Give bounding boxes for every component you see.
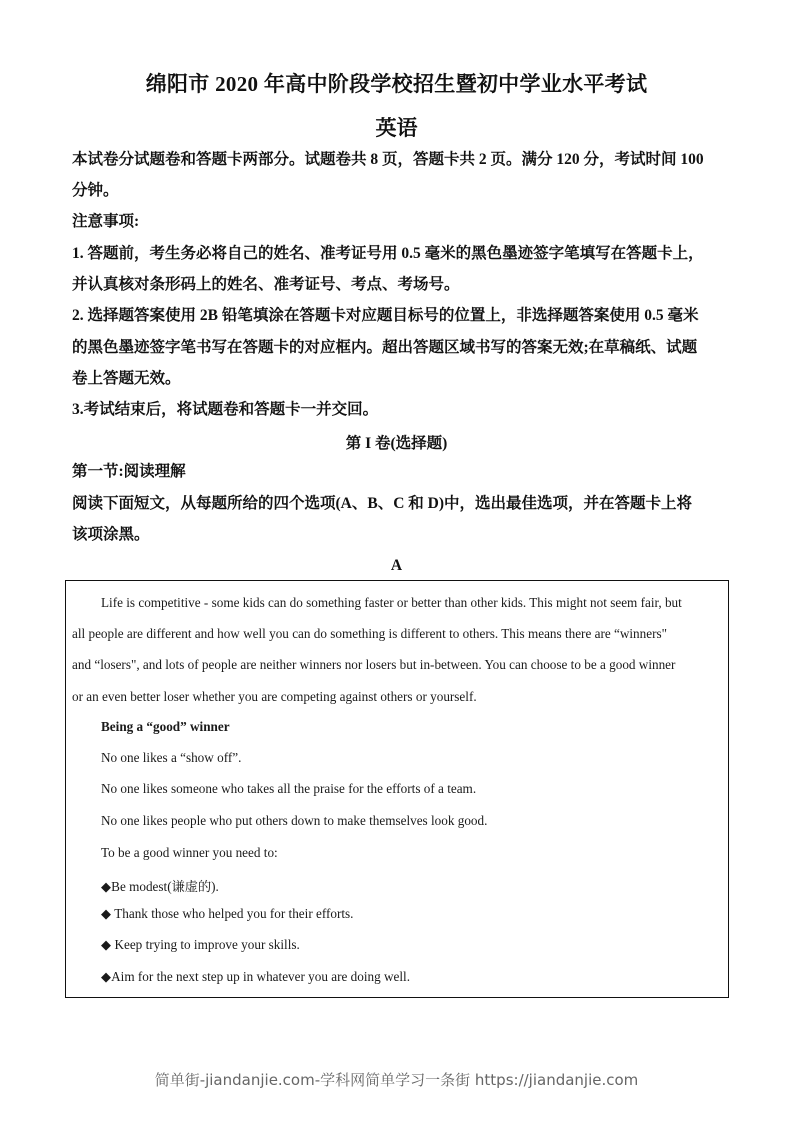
bullet-item-2 xyxy=(101,906,353,922)
diamond-bullet-icon: ◆ xyxy=(101,969,112,984)
statement-1: No one likes a “show off”. xyxy=(101,750,242,765)
part-1-title: 第 I 卷(选择题) xyxy=(345,435,448,452)
passage-line-4: or an even better loser whether you are competing against others or yourself. xyxy=(72,689,477,704)
directions-line-1: 阅读下面短文，从每题所给的四个选项(A、B、C 和 D)中，选出最佳选项，并在答题卡上将 xyxy=(72,495,692,512)
notice-item-2-line-3: 卷上答题无效。 xyxy=(72,370,181,387)
passage-subheading: Being a “good” winner xyxy=(101,719,230,734)
directions-line-2: 该项涂黑。 xyxy=(72,526,150,543)
bullet-text: Thank those who helped you for their efforts. xyxy=(111,906,354,921)
diamond-bullet-icon: ◆ xyxy=(101,937,112,952)
notice-item-2-line-2: 的黑色墨迹签字笔书写在答题卡的对应框内。超出答题区域书写的答案无效;在草稿纸、试题 xyxy=(72,339,698,356)
footer-watermark: 简单街-jiandanjie.com-学科网简单学习一条街 https://jiandanjie.com xyxy=(154,1071,639,1089)
intro-line-1: 本试卷分试题卷和答题卡两部分。试题卷共 8 页，答题卡共 2 页。满分 120 分，考试时间 100 xyxy=(72,151,704,168)
section-title: 第一节:阅读理解 xyxy=(72,463,186,480)
exam-title: 绵阳市 2020 年高中阶段学校招生暨初中学业水平考试 xyxy=(145,72,648,96)
notice-item-1-line-2: 并认真核对条形码上的姓名、准考证号、考点、考场号。 xyxy=(72,276,460,293)
statement-4: To be a good winner you need to: xyxy=(101,845,278,860)
notice-item-2-line-1: 2. 选择题答案使用 2B 铅笔填涂在答题卡对应题目标号的位置上，非选择题答案使用 0.5 毫米 xyxy=(72,307,699,324)
passage-line-2: all people are different and how well you can do something is different to others. This means there are “winners" xyxy=(72,626,667,641)
notice-item-1-line-1: 1. 答题前，考生务必将自己的姓名、准考证号用 0.5 毫米的黑色墨迹签字笔填写在答题卡上， xyxy=(72,245,704,262)
bullet-text: Aim for the next step up in whatever you are doing well. xyxy=(111,969,410,984)
diamond-bullet-icon: ◆ xyxy=(101,906,112,921)
notice-item-3-line-1: 3.考试结束后，将试题卷和答题卡一并交回。 xyxy=(72,401,379,418)
passage-line-3: and “losers", and lots of people are neither winners nor losers but in-between. You can choose to be a good winner xyxy=(72,657,676,672)
bullet-item-3 xyxy=(101,937,300,953)
subject-title: 英语 xyxy=(375,116,418,140)
passage-line-1: Life is competitive - some kids can do something faster or better than other kids. This might not seem fair, but xyxy=(101,595,682,610)
bullet-item-1 xyxy=(101,876,219,895)
statement-3: No one likes people who put others down to make themselves look good. xyxy=(101,813,488,828)
bullet-text: Be modest(谦虚的). xyxy=(111,879,219,894)
notice-heading: 注意事项: xyxy=(72,213,140,230)
bullet-item-4 xyxy=(101,969,410,985)
statement-2: No one likes someone who takes all the praise for the efforts of a team. xyxy=(101,781,477,796)
bullet-text: Keep trying to improve your skills. xyxy=(111,937,300,952)
diamond-bullet-icon: ◆ xyxy=(101,879,112,894)
passage-label: A xyxy=(390,557,403,574)
intro-line-2: 分钟。 xyxy=(72,182,119,199)
